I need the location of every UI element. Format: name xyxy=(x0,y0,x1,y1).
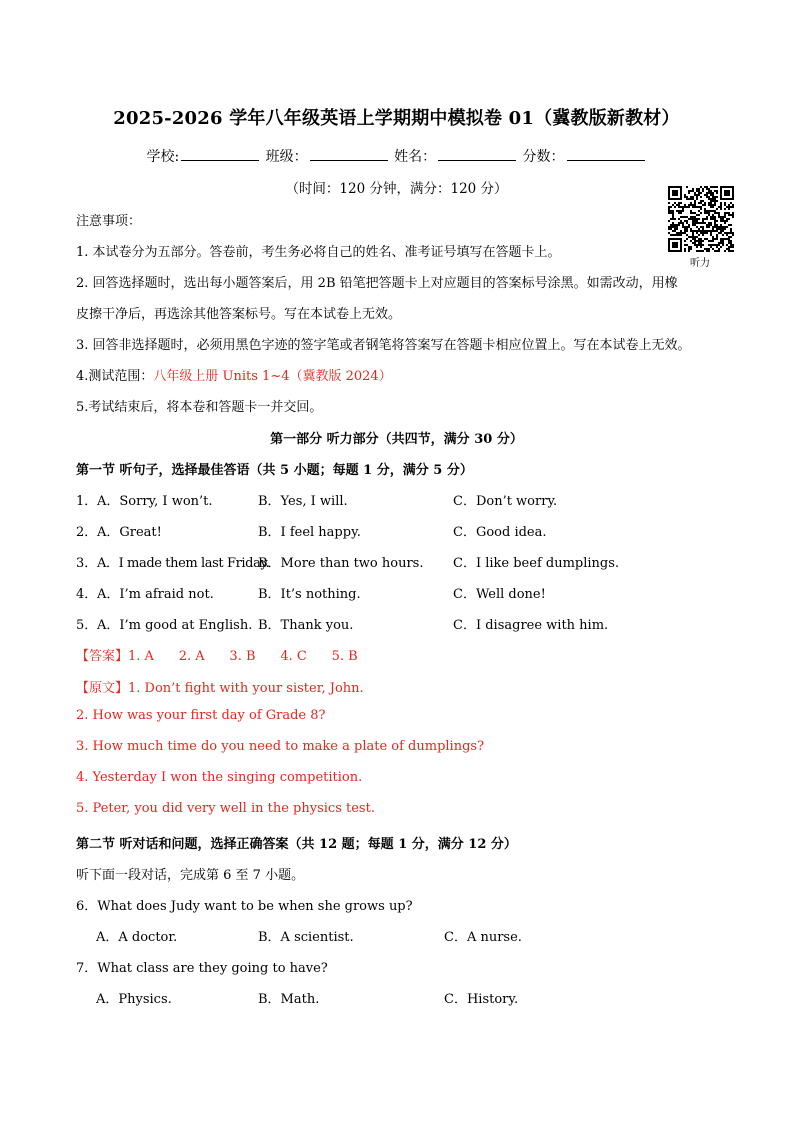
question-row xyxy=(76,490,716,510)
note-1: 1. 本试卷分为五部分。答卷前，考生务必将自己的姓名、准考证号填写在答题卡上。 xyxy=(76,245,561,260)
question-7: 7．What class are they going to have? xyxy=(76,961,328,976)
student-info-line xyxy=(0,146,793,166)
option-b: B．Math. xyxy=(258,992,320,1007)
option-c: C．History. xyxy=(444,992,519,1007)
option-a: A．A doctor. xyxy=(96,930,178,945)
option-c: C．I like beef dumplings. xyxy=(453,556,620,571)
qr-code-icon xyxy=(668,186,734,252)
test-range: 八年级上册 Units 1~4（冀教版 2024） xyxy=(153,369,392,384)
option-c: C．A nurse. xyxy=(444,930,522,945)
question-number: 3． xyxy=(76,556,98,571)
question-row xyxy=(76,583,716,603)
class-blank xyxy=(310,148,388,161)
school-label: 学校: xyxy=(146,149,180,165)
option-a: A．I made them last Friday. xyxy=(97,556,270,571)
answer-key: 【答案】1. A 2. A 3. B 4. C 5. B xyxy=(76,649,358,664)
transcript-label: 【原文】 xyxy=(76,681,129,696)
question-number: 4． xyxy=(76,587,98,602)
page-title: 2025-2026 学年八年级英语上学期期中模拟卷 01（冀教版新教材） xyxy=(113,108,680,129)
transcript-line: 2. How was your first day of Grade 8? xyxy=(76,708,326,723)
name-blank xyxy=(438,148,516,161)
part1-heading: 第一部分 听力部分（共四节，满分 30 分） xyxy=(270,432,523,447)
option-c: C．Well done! xyxy=(453,587,546,602)
transcript-line: 5. Peter, you did very well in the physics test. xyxy=(76,801,375,816)
question-row xyxy=(76,614,716,634)
question-row xyxy=(76,552,716,572)
transcript-text: 1. Don’t fight with your sister, John. xyxy=(128,681,364,696)
name-label: 姓名： xyxy=(394,149,437,165)
option-b: B．I feel happy. xyxy=(258,525,361,540)
option-a: A．Great! xyxy=(97,525,162,540)
school-blank xyxy=(181,148,259,161)
option-a: A．Physics. xyxy=(96,992,172,1007)
transcript-line: 3. How much time do you need to make a plate of dumplings? xyxy=(76,739,485,754)
option-c: C．I disagree with him. xyxy=(453,618,609,633)
option-b: B．Yes, I will. xyxy=(258,494,348,509)
question-number: 1． xyxy=(76,494,98,509)
section1-heading: 第一节 听句子，选择最佳答语（共 5 小题；每题 1 分，满分 5 分） xyxy=(76,463,473,478)
score-label: 分数： xyxy=(522,149,565,165)
option-a: A．Sorry, I won’t. xyxy=(97,494,213,509)
transcript-line: 4. Yesterday I won the singing competition. xyxy=(76,770,363,785)
score-blank xyxy=(567,148,645,161)
notes-heading: 注意事项： xyxy=(76,214,142,229)
note-4-prefix: 4.测试范围： xyxy=(76,369,154,384)
option-c: C．Good idea. xyxy=(453,525,547,540)
option-b: B．Thank you. xyxy=(258,618,354,633)
note-4 xyxy=(76,365,392,384)
option-b: B．More than two hours. xyxy=(258,556,424,571)
question-number: 5． xyxy=(76,618,98,633)
question-row xyxy=(76,521,716,541)
option-a: A．I’m afraid not. xyxy=(97,587,214,602)
option-b: B．It’s nothing. xyxy=(258,587,361,602)
question-6: 6．What does Judy want to be when she grows up? xyxy=(76,899,413,914)
option-c: C．Don’t worry. xyxy=(453,494,558,509)
qr-caption: 听力 xyxy=(690,258,710,269)
section2-heading: 第二节 听对话和问题，选择正确答案（共 12 题；每题 1 分，满分 12 分） xyxy=(76,837,517,852)
option-a: A．I’m good at English. xyxy=(97,618,253,633)
transcript-line xyxy=(76,677,364,696)
class-label: 班级： xyxy=(265,149,308,165)
question-number: 2． xyxy=(76,525,98,540)
section2-intro: 听下面一段对话，完成第 6 至 7 小题。 xyxy=(76,868,305,883)
note-5: 5.考试结束后，将本卷和答题卡一并交回。 xyxy=(76,400,323,415)
option-b: B．A scientist. xyxy=(258,930,354,945)
note-3: 3. 回答非选择题时，必须用黑色字迹的签字笔或者钢笔将答案写在答题卡相应位置上。写在本试卷上无效。 xyxy=(76,338,691,353)
note-2a: 2. 回答选择题时，选出每小题答案后，用 2B 铅笔把答题卡上对应题目的答案标号涂黑。如需改动，用橡 xyxy=(76,276,678,291)
question-6-options xyxy=(96,926,716,946)
question-7-options xyxy=(96,988,716,1008)
note-2b: 皮擦干净后，再选涂其他答案标号。写在本试卷上无效。 xyxy=(76,307,402,322)
time-note: （时间：120 分钟，满分：120 分） xyxy=(285,181,508,197)
